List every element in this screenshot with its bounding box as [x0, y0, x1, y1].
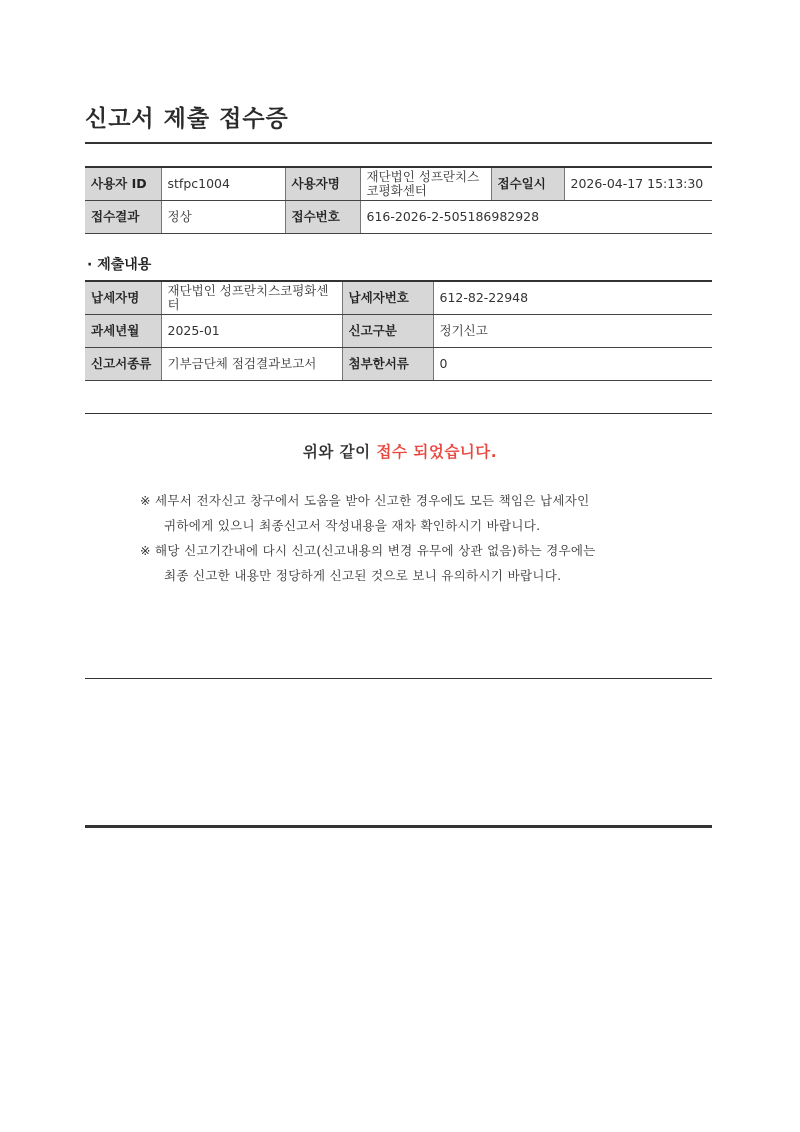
- result-label: 접수결과: [85, 200, 161, 233]
- report-type-label: 신고구분: [342, 314, 433, 347]
- report-type-value: 정기신고: [433, 314, 712, 347]
- notice-2-line-1: ※ 해당 신고기간내에 다시 신고(신고내용의 변경 유무에 상관 없음)하는 경우에는: [140, 543, 596, 558]
- taxpayer-name-value: 재단법인 성프란치스코평화센터: [161, 281, 342, 314]
- section-title: · 제출내용: [87, 257, 152, 273]
- receipt-no-label: 접수번호: [285, 200, 360, 233]
- submission-details-table: [85, 280, 712, 381]
- table-row: [85, 314, 712, 347]
- content-divider-top: [85, 413, 712, 414]
- taxpayer-no-label: 납세자번호: [342, 281, 433, 314]
- taxpayer-no-value: 612-82-22948: [433, 281, 712, 314]
- receipt-no-value: 616-2026-2-505186982928: [360, 200, 712, 233]
- received-at-label: 접수일시: [491, 167, 564, 200]
- tax-period-value: 2025-01: [161, 314, 342, 347]
- table-row: [85, 347, 712, 380]
- content-divider-bottom: [85, 678, 712, 679]
- receipt-summary-table: [85, 166, 712, 234]
- page-title: 신고서 제출 접수증: [85, 106, 289, 132]
- notice-1-line-2: 귀하에게 있으니 최종신고서 작성내용을 재차 확인하시기 바랍니다.: [164, 518, 541, 533]
- notice-list: [140, 488, 596, 588]
- user-name-value: 재단법인 성프란치스코평화센터: [360, 167, 491, 200]
- user-id-value: stfpc1004: [161, 167, 285, 200]
- table-row: [85, 167, 712, 200]
- title-divider: [85, 142, 712, 144]
- confirmation-prefix: 위와 같이: [302, 443, 377, 461]
- user-id-label: 사용자 ID: [85, 167, 161, 200]
- table-row: [85, 281, 712, 314]
- notice-1-line-1: ※ 세무서 전자신고 창구에서 도움을 받아 신고한 경우에도 모든 책임은 납세자인: [140, 493, 590, 508]
- user-name-label: 사용자명: [285, 167, 360, 200]
- tax-period-label: 과세년월: [85, 314, 161, 347]
- received-at-value: 2026-04-17 15:13:30: [564, 167, 712, 200]
- attachments-label: 첨부한서류: [342, 347, 433, 380]
- notice-2-line-2: 최종 신고한 내용만 정당하게 신고된 것으로 보니 유의하시기 바랍니다.: [164, 568, 562, 583]
- footer-divider: [85, 825, 712, 828]
- result-value: 정상: [161, 200, 285, 233]
- form-type-value: 기부금단체 점검결과보고서: [161, 347, 342, 380]
- taxpayer-name-label: 납세자명: [85, 281, 161, 314]
- form-type-label: 신고서종류: [85, 347, 161, 380]
- attachments-value: 0: [433, 347, 712, 380]
- confirmation-message: [0, 440, 800, 462]
- confirmation-highlight: 접수 되었습니다.: [376, 443, 498, 461]
- table-row: [85, 200, 712, 233]
